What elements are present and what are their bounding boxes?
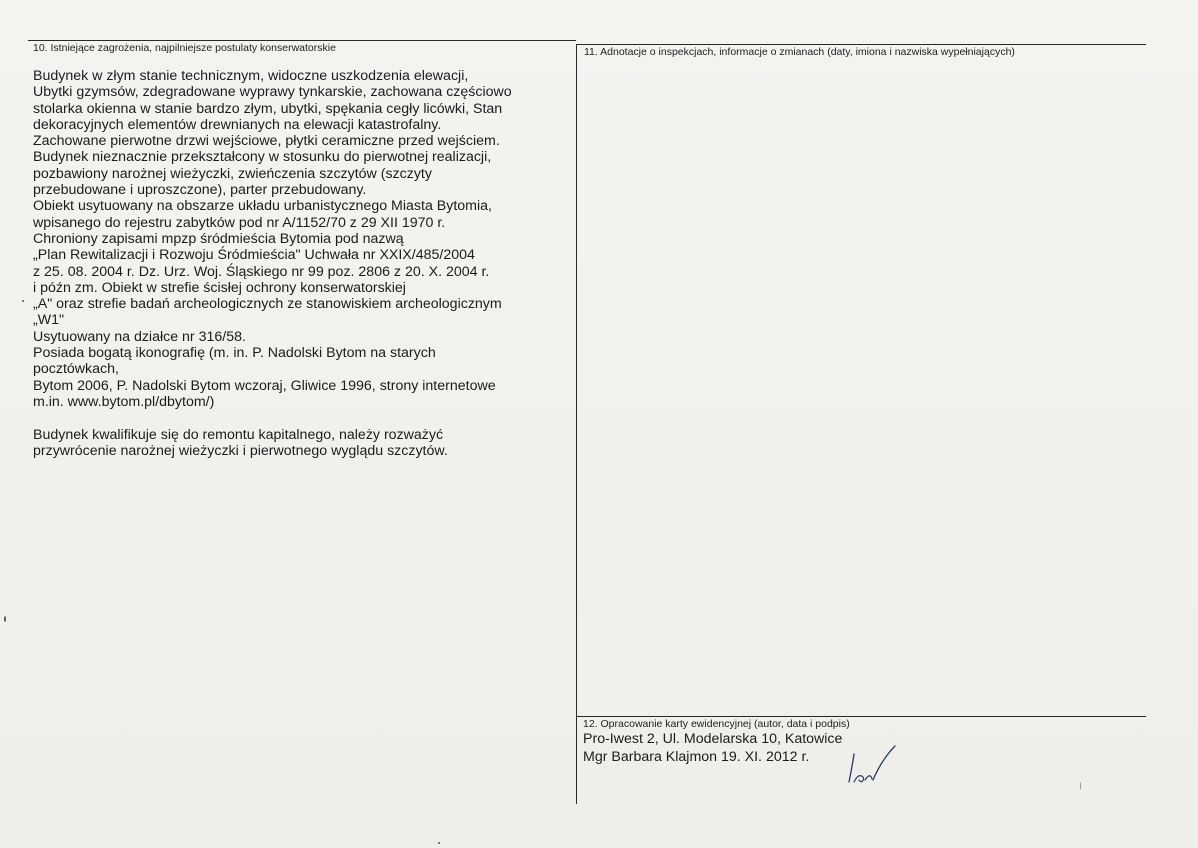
scan-speck bbox=[4, 616, 6, 622]
text-line: wpisanego do rejestru zabytków pod nr A/1152/70 z 29 XII 1970 r. bbox=[33, 214, 446, 231]
text-line: i późn zm. Obiekt w strefie ścisłej ochrony konserwatorskiej bbox=[33, 279, 406, 296]
text-line: Bytom 2006, P. Nadolski Bytom wczoraj, Gliwice 1996, strony internetowe bbox=[33, 377, 496, 394]
text-line: Budynek w złym stanie technicznym, widoczne uszkodzenia elewacji, bbox=[33, 68, 469, 84]
text-line: Budynek nieznacznie przekształcony w stosunku do pierwotnej realizacji, bbox=[33, 149, 492, 166]
top-rule-left bbox=[28, 40, 576, 41]
author-block bbox=[583, 731, 842, 766]
section-12-rule bbox=[576, 716, 1146, 717]
text-line: przebudowane i uproszczone), parter przebudowany. bbox=[33, 182, 367, 199]
section-11-header: 11. Adnotacje o inspekcjach, informacje o zmianach (daty, imiona i nazwiska wypełniających) bbox=[584, 46, 1015, 58]
text-line: Budynek kwalifikuje się do remontu kapitalnego, należy rozważyć bbox=[33, 426, 444, 443]
text-line: przywrócenie narożnej wieżyczki i pierwotnego wyglądu szczytów. bbox=[33, 442, 448, 459]
scan-speck bbox=[22, 300, 24, 302]
scan-speck bbox=[438, 842, 440, 844]
text-line: Usytuowany na działce nr 316/58. bbox=[33, 328, 246, 345]
scan-speck bbox=[1080, 782, 1081, 790]
paragraph-gap bbox=[33, 410, 573, 426]
section-12-header: 12. Opracowanie karty ewidencyjnej (autor, data i podpis) bbox=[583, 718, 850, 730]
text-line: m.in. www.bytom.pl/dbytom/) bbox=[33, 393, 215, 410]
column-divider bbox=[576, 44, 577, 804]
text-line: „A" oraz strefie badań archeologicznych ze stanowiskiem archeologicznym bbox=[33, 296, 502, 313]
text-line: Ubytki gzymsów, zdegradowane wyprawy tynkarskie, zachowana częściowo bbox=[33, 84, 512, 101]
text-line: „W1" bbox=[33, 312, 65, 329]
text-line: Zachowane pierwotne drzwi wejściowe, płytki ceramiczne przed wejściem. bbox=[33, 133, 500, 150]
text-line: z 25. 08. 2004 r. Dz. Urz. Woj. Śląskiego nr 99 poz. 2806 z 20. X. 2004 r. bbox=[33, 263, 490, 280]
author-company: Pro-Iwest 2, Ul. Modelarska 10, Katowice bbox=[583, 731, 843, 747]
top-rule-right bbox=[576, 44, 1146, 45]
text-line: pozbawiony narożnej wieżyczki, zwieńczenia szczytów (szczyty bbox=[33, 165, 432, 182]
author-name-date: Mgr Barbara Klajmon 19. XI. 2012 r. bbox=[583, 748, 810, 765]
text-line: Posiada bogatą ikonografię (m. in. P. Nadolski Bytom na starych bbox=[33, 345, 436, 362]
text-line: Chroniony zapisami mpzp śródmieścia Bytomia pod nazwą bbox=[33, 230, 404, 247]
section-10-body bbox=[33, 68, 573, 459]
handwritten-signature bbox=[843, 744, 903, 786]
text-line: pocztówkach, bbox=[33, 361, 119, 378]
text-line: Obiekt usytuowany na obszarze układu urbanistycznego Miasta Bytomia, bbox=[33, 198, 492, 215]
text-line: stolarka okienna w stanie bardzo złym, ubytki, spękania cegły licówki, Stan bbox=[33, 100, 503, 117]
text-line: dekoracyjnych elementów drewnianych na elewacji katastrofalny. bbox=[33, 116, 442, 133]
text-line: „Plan Rewitalizacji i Rozwoju Śródmieścia" Uchwała nr XXIX/485/2004 bbox=[33, 247, 475, 264]
section-10-header: 10. Istniejące zagrożenia, najpilniejsze postulaty konserwatorskie bbox=[33, 42, 336, 54]
